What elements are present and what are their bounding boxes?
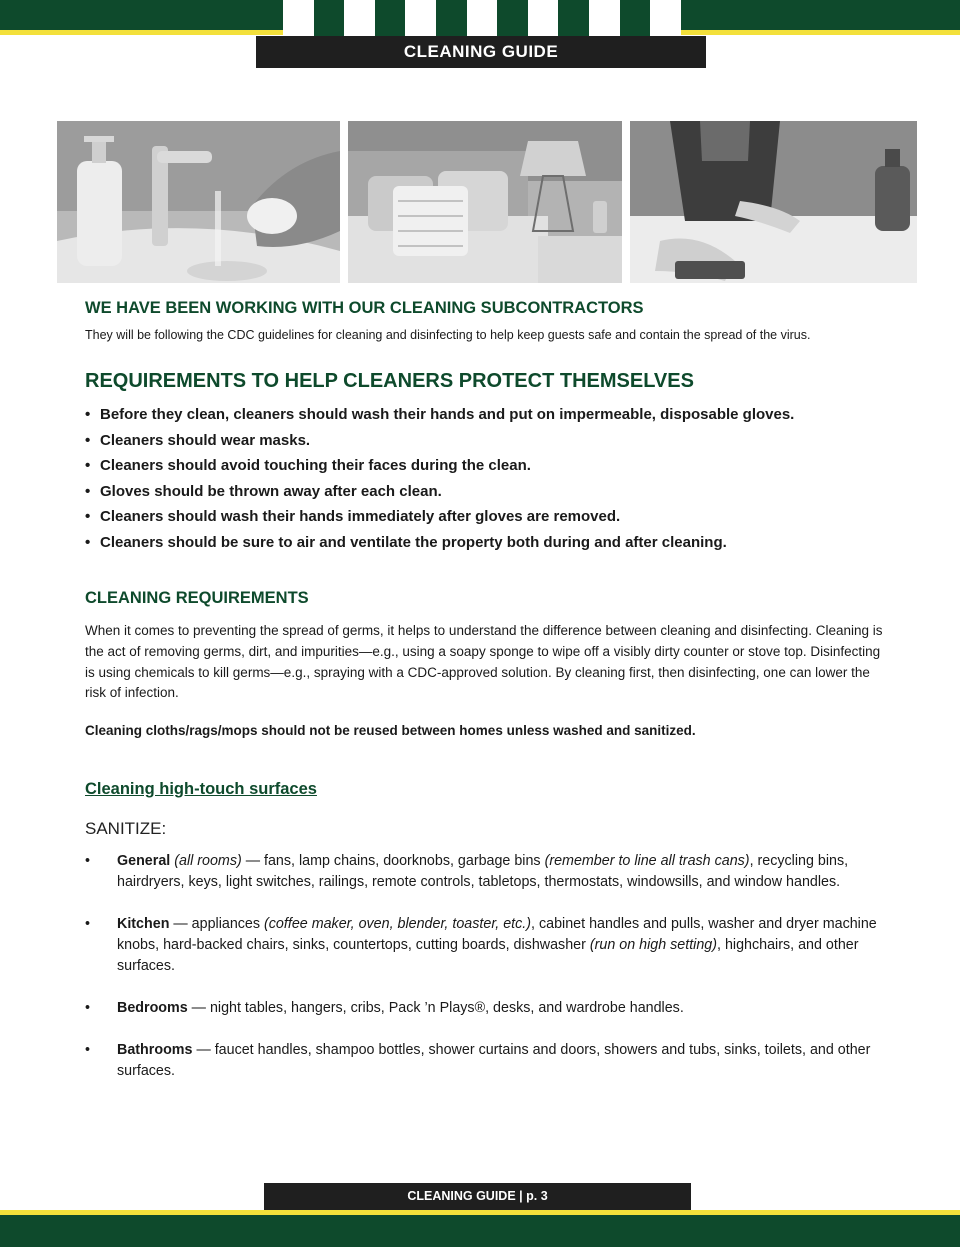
bedroom-photo [348, 121, 622, 283]
list-item: • Cleaners should avoid touching their faces during the clean. [85, 457, 531, 475]
list-item: • Cleaners should be sure to air and ventilate the property both during and after cleaning. [85, 533, 727, 551]
list-item: • Before they clean, cleaners should wash their hands and put on impermeable, disposable gloves. [85, 406, 795, 423]
cloths-note: Cleaning cloths/rags/mops should not be reused between homes unless washed and sanitized. [85, 723, 696, 738]
handwashing-photo [57, 121, 340, 283]
top-band [0, 0, 960, 38]
protect-heading: REQUIREMENTS TO HELP CLEANERS PROTECT THEMSELVES [85, 370, 694, 392]
general-surfaces: • General (all rooms) — fans, lamp chains, doorknobs, garbage bins (remember to line all trash cans), recycling bins, hairdryers, keys, light switches, railings, remote controls, tabletops, thermostats, windowsills, and window handles. [85, 853, 849, 890]
list-item: • Cleaners should wear masks. [85, 431, 311, 449]
awning-stripes [283, 0, 681, 38]
counter-wiping-photo [630, 121, 917, 283]
bedrooms-surfaces: • Bedrooms — night tables, hangers, cribs, Pack ’n Plays®, desks, and wardrobe handles. [85, 1000, 684, 1016]
high-touch-heading: Cleaning high-touch surfaces [85, 780, 317, 798]
list-item: • Gloves should be thrown away after each clean. [85, 482, 442, 500]
protect-list [85, 404, 794, 558]
cleaning-paragraph: When it comes to preventing the spread of germs, it helps to understand the difference between cleaning and disinfecting. Cleaning is the act of removing germs, dirt, and impurities—e.g., using a soapy sponge to wipe off a visibly dirty counter or stove top. Disinfecting is using chemicals to kill germs—e.g., spraying with a CDC-approved solution. By cleaning first, then disinfecting, one can lower the risk of infection. [85, 623, 883, 701]
subcontractors-text: They will be following the CDC guidelines for cleaning and disinfecting to help keep guests safe and contain the spread of the virus. [85, 328, 811, 342]
bottom-green-bar [0, 1215, 960, 1247]
page-footer: CLEANING GUIDE | p. 3 [264, 1183, 691, 1210]
subcontractors-heading: WE HAVE BEEN WORKING WITH OUR CLEANING SUBCONTRACTORS [85, 299, 644, 317]
sanitize-label: SANITIZE: [85, 819, 167, 838]
list-item: • Cleaners should wash their hands immediately after gloves are removed. [85, 508, 621, 526]
bathrooms-surfaces: • Bathrooms — faucet handles, shampoo bottles, shower curtains and doors, showers and tubs, sinks, toilets, and other surfaces. [85, 1042, 871, 1079]
page-title: CLEANING GUIDE [256, 36, 706, 68]
cleaning-requirements-heading: CLEANING REQUIREMENTS [85, 589, 309, 607]
kitchen-surfaces: • Kitchen — appliances (coffee maker, oven, blender, toaster, etc.), cabinet handles and pulls, washer and dryer machine knobs, hard-backed chairs, sinks, countertops, cutting boards, dishwasher (run on high setting), highchairs, and other surfaces. [85, 916, 877, 974]
